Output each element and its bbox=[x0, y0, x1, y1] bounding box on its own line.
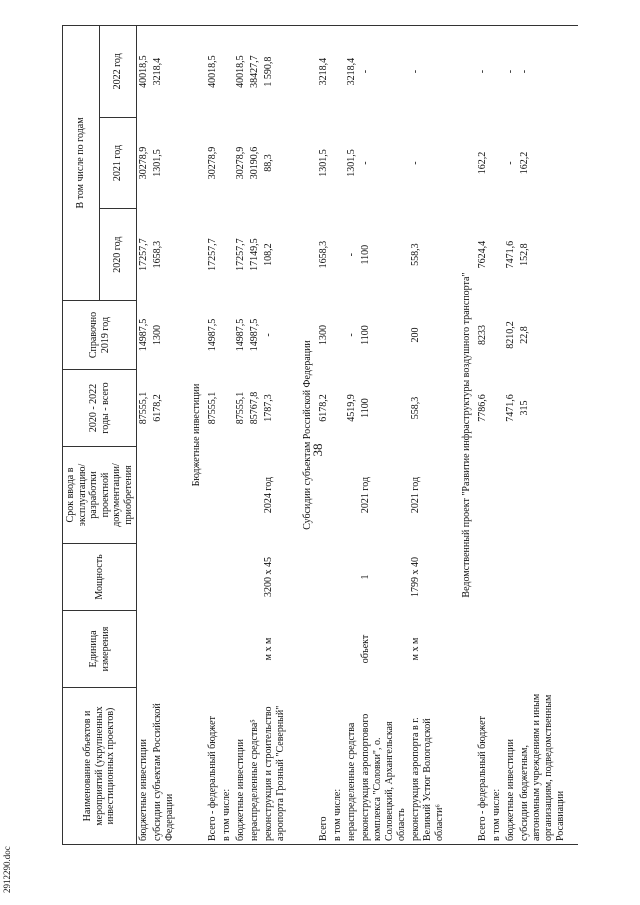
cell-capacity bbox=[504, 544, 518, 611]
cell-total: 6178,2 bbox=[152, 394, 163, 422]
cell-ref: 14987,5 bbox=[207, 318, 218, 352]
cell-y2021: 1301,5 bbox=[318, 149, 329, 177]
table-row bbox=[345, 26, 359, 845]
cell-y2022: - bbox=[409, 26, 447, 118]
cell-total: 7471,6 bbox=[505, 394, 516, 422]
table-row bbox=[262, 26, 288, 845]
page-number: 38 bbox=[310, 443, 325, 457]
cell-unit: м х м bbox=[263, 637, 274, 661]
cell-total: 87555,1 bbox=[138, 391, 149, 425]
cell-capacity: 1799 х 40 bbox=[410, 557, 421, 597]
header-term: Срок ввода в эксплуатацию/ разработки проектной документации/ приобретения bbox=[63, 447, 137, 544]
cell-y2020: 108,2 bbox=[263, 243, 274, 266]
cell-unit bbox=[137, 611, 152, 688]
cell-name: Всего - федеральный бюджет bbox=[206, 688, 220, 845]
cell-capacity bbox=[248, 544, 262, 611]
header-name: Наименование объектов и мероприятий (укрупненных инвестиционных проектов) bbox=[63, 688, 137, 845]
table-row bbox=[331, 26, 345, 845]
cell-unit: м х м bbox=[410, 637, 421, 661]
cell-y2022: - bbox=[359, 26, 409, 118]
cell-term: 2024 год bbox=[263, 476, 274, 514]
cell-name: в том числе: bbox=[220, 688, 234, 845]
cell-total: 1787,3 bbox=[263, 394, 274, 422]
table-row bbox=[409, 26, 447, 845]
cell-y2022: 1 590,8 bbox=[262, 26, 288, 118]
section-header-row bbox=[187, 26, 206, 845]
spacer-row bbox=[447, 26, 457, 845]
table-row bbox=[137, 26, 152, 845]
cell-y2020: 7471,6 bbox=[505, 240, 516, 269]
cell-capacity: 1 bbox=[360, 574, 371, 580]
rotated-table-container bbox=[62, 25, 622, 845]
cell-y2021: 162,2 bbox=[519, 151, 530, 175]
cell-name: нераспределенные средства⁵ bbox=[248, 688, 262, 845]
table-row bbox=[490, 26, 504, 845]
cell-term: 2021 год bbox=[410, 476, 421, 514]
cell-term bbox=[248, 447, 262, 544]
cell-term bbox=[137, 447, 152, 544]
cell-name: Всего - федеральный бюджет bbox=[476, 688, 490, 845]
cell-y2021: 1301,5 bbox=[152, 149, 163, 177]
cell-y2020: 1658,3 bbox=[318, 240, 329, 269]
header-2022: 2022 год bbox=[100, 26, 137, 118]
section-title: Субсидии субъектам Российской Федерации bbox=[298, 26, 317, 845]
section-title: Бюджетные инвестиции bbox=[187, 26, 206, 845]
cell-ref: 1300 bbox=[152, 325, 163, 345]
cell-term bbox=[220, 447, 234, 544]
cell-y2020: 17149,5 bbox=[249, 238, 260, 271]
cell-name: нераспределенные средства bbox=[345, 688, 359, 845]
cell-y2020: 17257,7 bbox=[207, 238, 218, 271]
table-row bbox=[476, 26, 490, 845]
cell-y2022: 40018,5 bbox=[137, 26, 152, 118]
table-body bbox=[137, 26, 579, 845]
cell-name: в том числе: bbox=[490, 688, 504, 845]
cell-capacity bbox=[317, 544, 331, 611]
header-ref: Справочно 2019 год bbox=[63, 301, 137, 370]
cell-total: 558,3 bbox=[410, 396, 421, 420]
cell-ref: 14987,5 bbox=[138, 318, 149, 352]
cell-unit bbox=[151, 611, 177, 688]
cell-term bbox=[476, 447, 490, 544]
cell-y2020 bbox=[220, 209, 234, 301]
cell-term bbox=[317, 447, 331, 544]
cell-y2022: - bbox=[476, 26, 490, 118]
cell-unit bbox=[504, 611, 518, 688]
cell-total bbox=[331, 370, 345, 447]
cell-name: реконструкция аэропорта в г. Великий Устюг Вологодской области⁶ bbox=[409, 688, 447, 845]
cell-capacity bbox=[345, 544, 359, 611]
cell-total: 87555,1 bbox=[207, 391, 218, 425]
table-row bbox=[317, 26, 331, 845]
cell-y2021: 30278,9 bbox=[138, 146, 149, 180]
cell-y2022: 3218,4 bbox=[317, 26, 331, 118]
cell-capacity bbox=[331, 544, 345, 611]
cell-y2020 bbox=[331, 209, 345, 301]
cell-ref: 200 bbox=[410, 327, 421, 343]
cell-total: 7786,6 bbox=[477, 394, 488, 422]
cell-total: 4519,9 bbox=[346, 394, 357, 422]
cell-name: в том числе: bbox=[331, 688, 345, 845]
cell-unit bbox=[220, 611, 234, 688]
cell-ref: 1300 bbox=[318, 325, 329, 345]
cell-unit bbox=[490, 611, 504, 688]
footer-filename: 2912290.doc bbox=[2, 846, 12, 893]
cell-y2022: 40018,5 bbox=[206, 26, 220, 118]
cell-ref: 8210,2 bbox=[505, 321, 516, 349]
cell-y2022: - bbox=[504, 26, 518, 118]
cell-term bbox=[490, 447, 504, 544]
cell-capacity bbox=[220, 544, 234, 611]
header-by-years: В том числе по годам bbox=[63, 26, 100, 301]
cell-y2021: 30278,9 bbox=[235, 146, 246, 180]
cell-y2020: 17257,7 bbox=[235, 238, 246, 271]
cell-y2022: 38427,7 bbox=[248, 26, 262, 118]
cell-y2021 bbox=[331, 117, 345, 209]
cell-name: субсидии субъектам Российской Федерации bbox=[151, 688, 177, 845]
cell-unit bbox=[518, 611, 568, 688]
cell-term bbox=[518, 447, 568, 544]
table-row bbox=[359, 26, 409, 845]
cell-ref bbox=[220, 301, 234, 370]
cell-unit bbox=[206, 611, 220, 688]
cell-y2021: - bbox=[410, 161, 421, 165]
table-row bbox=[504, 26, 518, 845]
header-2020: 2020 год bbox=[100, 209, 137, 301]
cell-capacity bbox=[151, 544, 177, 611]
cell-y2020: 1658,3 bbox=[152, 240, 163, 269]
cell-y2020: 558,3 bbox=[410, 243, 421, 266]
cell-term bbox=[504, 447, 518, 544]
cell-total bbox=[490, 370, 504, 447]
cell-y2021 bbox=[220, 117, 234, 209]
cell-name: бюджетные инвестиции bbox=[504, 688, 518, 845]
cell-unit bbox=[345, 611, 359, 688]
cell-capacity bbox=[137, 544, 152, 611]
cell-y2022 bbox=[490, 26, 504, 118]
cell-y2022: 3218,4 bbox=[151, 26, 177, 118]
cell-total: 87555,1 bbox=[235, 391, 246, 425]
cell-term bbox=[345, 447, 359, 544]
header-unit: Единица измерения bbox=[63, 611, 137, 688]
spacer-row bbox=[568, 26, 578, 845]
cell-term bbox=[234, 447, 248, 544]
cell-ref bbox=[490, 301, 504, 370]
table-row bbox=[518, 26, 568, 845]
cell-name: реконструкция аэропортового комплекса "Соловки", о. Соловецкий, Архангельская область bbox=[359, 688, 409, 845]
cell-capacity bbox=[476, 544, 490, 611]
cell-y2020: 152,8 bbox=[519, 243, 530, 266]
cell-y2021: 30278,9 bbox=[207, 146, 218, 180]
cell-y2022 bbox=[331, 26, 345, 118]
cell-total: 1100 bbox=[360, 398, 371, 418]
investment-table bbox=[62, 25, 578, 845]
table-row bbox=[234, 26, 248, 845]
cell-y2022: 40018,5 bbox=[234, 26, 248, 118]
cell-capacity bbox=[234, 544, 248, 611]
cell-y2020: - bbox=[346, 253, 357, 257]
table-row bbox=[248, 26, 262, 845]
cell-total: 85767,8 bbox=[249, 391, 260, 425]
cell-name: субсидии бюджетным, автономным учреждениям и иным организациям, подведомственным Росавиации bbox=[518, 688, 568, 845]
cell-ref: 1100 bbox=[360, 325, 371, 345]
cell-total: 315 bbox=[519, 400, 530, 416]
spacer-row bbox=[177, 26, 187, 845]
cell-unit bbox=[234, 611, 248, 688]
cell-total bbox=[220, 370, 234, 447]
cell-y2021: 30190,6 bbox=[249, 146, 260, 180]
cell-y2022: 3218,4 bbox=[345, 26, 359, 118]
cell-unit bbox=[248, 611, 262, 688]
cell-capacity bbox=[206, 544, 220, 611]
table-row bbox=[151, 26, 177, 845]
cell-unit bbox=[476, 611, 490, 688]
cell-term: 2021 год bbox=[360, 476, 371, 514]
cell-term bbox=[331, 447, 345, 544]
cell-y2021: 1301,5 bbox=[346, 149, 357, 177]
cell-ref bbox=[331, 301, 345, 370]
cell-ref: - bbox=[263, 333, 274, 337]
cell-ref: - bbox=[346, 333, 357, 337]
cell-y2021: - bbox=[505, 161, 516, 165]
cell-capacity bbox=[490, 544, 504, 611]
cell-name: Всего bbox=[317, 688, 331, 845]
cell-y2021 bbox=[490, 117, 504, 209]
cell-y2020: 7624,4 bbox=[477, 240, 488, 269]
cell-total: 6178,2 bbox=[318, 394, 329, 422]
cell-y2021: 162,2 bbox=[477, 151, 488, 175]
cell-y2020: 1100 bbox=[360, 244, 371, 265]
cell-ref: 22,8 bbox=[519, 326, 530, 344]
cell-term bbox=[206, 447, 220, 544]
header-2021: 2021 год bbox=[100, 117, 137, 209]
cell-ref: 8233 bbox=[477, 325, 488, 345]
cell-y2021: 88,3 bbox=[263, 154, 274, 172]
cell-capacity bbox=[518, 544, 568, 611]
cell-y2022: - bbox=[518, 26, 568, 118]
section-header-row bbox=[298, 26, 317, 845]
section-header-row bbox=[457, 26, 476, 845]
cell-y2020 bbox=[490, 209, 504, 301]
cell-ref: 14987,5 bbox=[235, 318, 246, 352]
cell-y2020: 17257,7 bbox=[138, 238, 149, 271]
cell-y2022 bbox=[220, 26, 234, 118]
cell-name: бюджетные инвестиции bbox=[137, 688, 152, 845]
cell-y2021: - bbox=[360, 161, 371, 165]
table-row bbox=[220, 26, 234, 845]
header-capacity: Мощность bbox=[63, 544, 137, 611]
cell-capacity: 3200 х 45 bbox=[263, 557, 274, 597]
table-row bbox=[206, 26, 220, 845]
cell-term bbox=[151, 447, 177, 544]
cell-name: реконструкция и строительство аэропорта Грозный "Северный" bbox=[262, 688, 288, 845]
header-total: 2020 - 2022 годы - всего bbox=[63, 370, 137, 447]
cell-unit bbox=[317, 611, 331, 688]
cell-name: бюджетные инвестиции bbox=[234, 688, 248, 845]
cell-unit: объект bbox=[360, 634, 371, 664]
cell-unit bbox=[331, 611, 345, 688]
spacer-row bbox=[288, 26, 298, 845]
cell-ref: 14987,5 bbox=[249, 318, 260, 352]
section-title: Ведомственный проект "Развитие инфраструктуры воздушного транспорта" bbox=[457, 26, 476, 845]
